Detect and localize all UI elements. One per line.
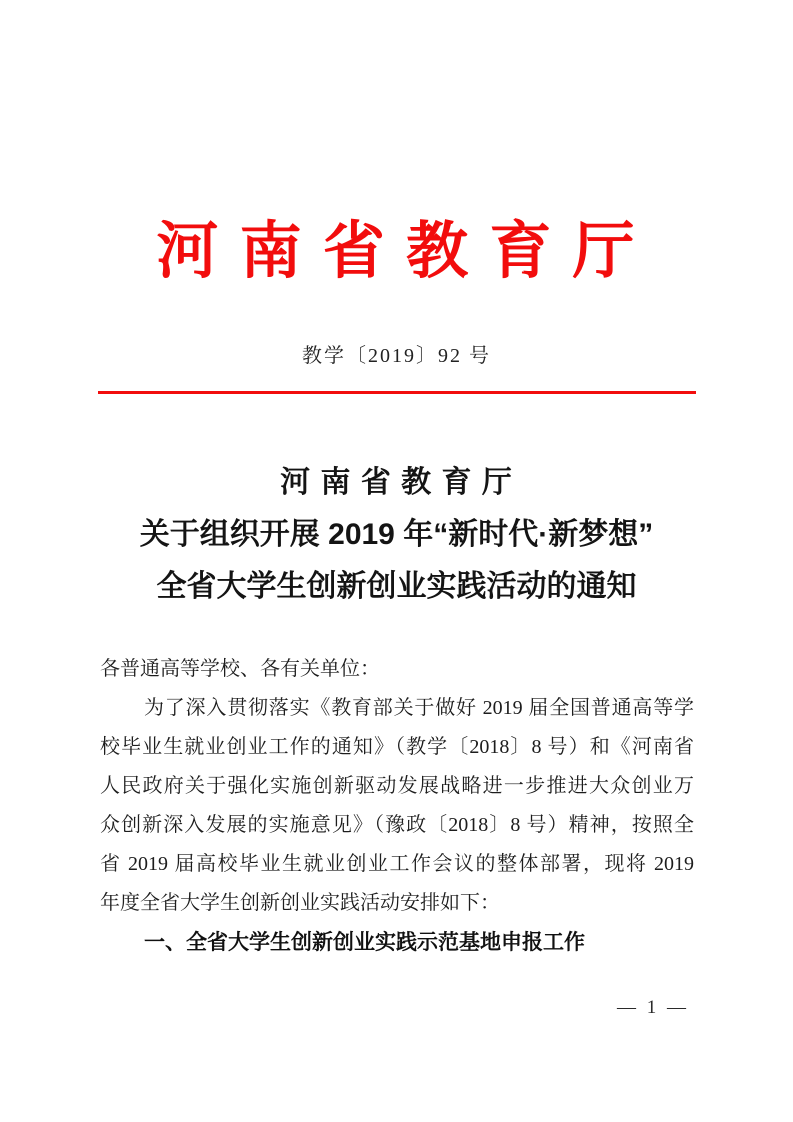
- body-line: 省 2019 届高校毕业生就业创业工作会议的整体部署，现将 2019: [100, 853, 694, 875]
- body-line: 年度全省大学生创新创业实践活动安排如下：: [100, 892, 500, 914]
- red-divider-line: [98, 391, 696, 394]
- document-title: [0, 457, 793, 613]
- body-line: 人民政府关于强化实施创新驱动发展战略进一步推进大众创业万: [100, 775, 694, 797]
- title-line-agency: 河 南 省 教 育 厅: [280, 466, 513, 499]
- body-line: 众创新深入发展的实施意见》（豫政〔2018〕8 号）精神，按照全: [100, 814, 694, 836]
- agency-letterhead: 河 南 省 教 育 厅: [156, 217, 637, 286]
- body-line: 校毕业生就业创业工作的通知》（教学〔2018〕8 号）和《河南省: [100, 736, 694, 758]
- section-heading-1: 一、全省大学生创新创业实践示范基地申报工作: [144, 931, 585, 954]
- page-number: — 1 —: [617, 997, 689, 1018]
- document-number: 教学〔2019〕92 号: [302, 345, 491, 367]
- body-line: 为了深入贯彻落实《教育部关于做好 2019 届全国普通高等学: [144, 697, 694, 719]
- salutation: 各普通高等学校、各有关单位：: [100, 658, 380, 680]
- title-line-subject: 关于组织开展 2019 年“新时代·新梦想”: [139, 518, 654, 551]
- title-line-subject-2: 全省大学生创新创业实践活动的通知: [156, 570, 637, 603]
- document-body: [100, 650, 694, 962]
